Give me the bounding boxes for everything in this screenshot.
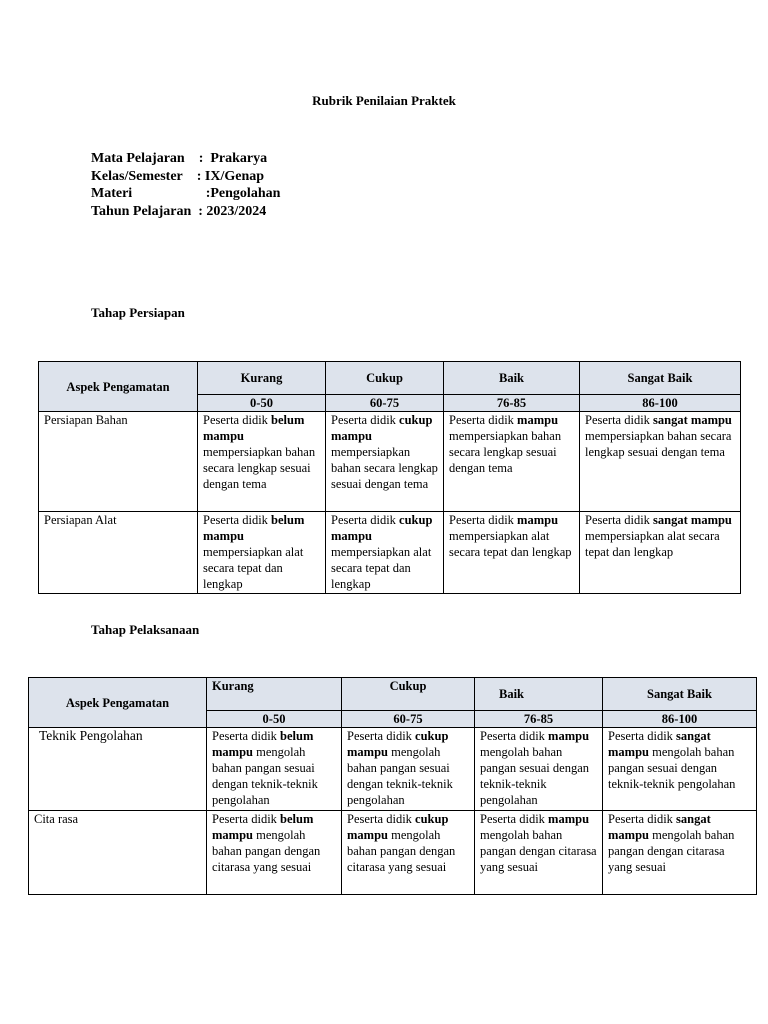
aspect-header: Aspek Pengamatan	[39, 362, 198, 412]
table-header-row	[29, 678, 757, 711]
table-header-row	[39, 362, 741, 395]
info-row-material	[91, 185, 280, 203]
info-row-class	[91, 168, 280, 186]
criteria-cell: Peserta didik cukup mampu mengolah bahan pangan dengan citarasa yang sesuai	[342, 811, 475, 895]
info-separator: :	[184, 151, 211, 166]
rubric-table-preparation	[38, 361, 741, 594]
table-row	[39, 412, 741, 512]
level-header: Cukup	[326, 362, 444, 395]
level-header: Kurang	[207, 678, 342, 711]
info-value: 2023/2024	[206, 203, 267, 219]
info-row-year	[91, 203, 280, 221]
criteria-cell: Peserta didik belum mampu mempersiapkan alat secara tepat dan lengkap	[198, 512, 326, 594]
level-header: Sangat Baik	[603, 678, 757, 711]
aspect-cell: Cita rasa	[29, 811, 207, 895]
info-value: Pengolahan	[210, 186, 281, 201]
info-label: Kelas/Semester	[91, 168, 183, 184]
criteria-cell: Peserta didik cukup mampu mempersiapkan bahan secara lengkap sesuai dengan tema	[326, 412, 444, 512]
criteria-cell: Peserta didik belum mampu mengolah bahan pangan sesuai dengan teknik-teknik pengolahan	[207, 728, 342, 811]
level-header: Sangat Baik	[580, 362, 741, 395]
criteria-cell: Peserta didik sangat mampu mengolah bahan pangan dengan citarasa yang sesuai	[603, 811, 757, 895]
info-row-subject	[91, 150, 280, 168]
criteria-cell: Peserta didik belum mampu mengolah bahan pangan dengan citarasa yang sesuai	[207, 811, 342, 895]
criteria-cell: Peserta didik sangat mampu mempersiapkan bahan secara lengkap sesuai dengan tema	[580, 412, 741, 512]
criteria-cell: Peserta didik cukup mampu mempersiapkan alat secara tepat dan lengkap	[326, 512, 444, 594]
aspect-cell: Teknik Pengolahan	[29, 728, 207, 811]
aspect-cell: Persiapan Alat	[39, 512, 198, 594]
criteria-cell: Peserta didik mampu mempersiapkan alat secara tepat dan lengkap	[444, 512, 580, 594]
score-range: 60-75	[326, 395, 444, 412]
table-row	[39, 512, 741, 594]
info-value: Prakarya	[210, 151, 268, 166]
score-range: 86-100	[580, 395, 741, 412]
section-heading-preparation: Tahap Persiapan	[91, 305, 185, 320]
info-label: Materi	[91, 186, 133, 201]
score-range: 0-50	[198, 395, 326, 412]
document-title: Rubrik Penilaian Praktek	[312, 93, 456, 108]
info-separator: :	[132, 186, 211, 201]
level-header: Kurang	[198, 362, 326, 395]
criteria-cell: Peserta didik cukup mampu mengolah bahan pangan sesuai dengan teknik-teknik pengolahan	[342, 728, 475, 811]
criteria-cell: Peserta didik belum mampu mempersiapkan bahan secara lengkap sesuai dengan tema	[198, 412, 326, 512]
info-separator: :	[182, 168, 205, 184]
rubric-table-execution	[28, 677, 757, 895]
info-label: Mata Pelajaran	[91, 151, 185, 166]
info-value: IX/Genap	[204, 168, 265, 184]
score-range: 0-50	[207, 711, 342, 728]
criteria-cell: Peserta didik mampu mengolah bahan pangan dengan citarasa yang sesuai	[475, 811, 603, 895]
aspect-cell: Persiapan Bahan	[39, 412, 198, 512]
score-range: 76-85	[444, 395, 580, 412]
level-header: Cukup	[342, 678, 475, 711]
criteria-cell: Peserta didik sangat mampu mempersiapkan alat secara tepat dan lengkap	[580, 512, 741, 594]
info-label: Tahun Pelajaran	[91, 203, 192, 219]
aspect-header: Aspek Pengamatan	[29, 678, 207, 728]
table-row	[29, 811, 757, 895]
info-separator: :	[191, 203, 207, 219]
section-heading-execution: Tahap Pelaksanaan	[91, 622, 200, 637]
level-header: Baik	[475, 678, 603, 711]
criteria-cell: Peserta didik mampu mempersiapkan bahan secara lengkap sesuai dengan tema	[444, 412, 580, 512]
level-header: Baik	[444, 362, 580, 395]
criteria-cell: Peserta didik sangat mampu mengolah bahan pangan sesuai dengan teknik-teknik pengolahan	[603, 728, 757, 811]
criteria-cell: Peserta didik mampu mengolah bahan pangan sesuai dengan teknik-teknik pengolahan	[475, 728, 603, 811]
score-range: 76-85	[475, 711, 603, 728]
table-row	[29, 728, 757, 811]
score-range: 60-75	[342, 711, 475, 728]
subject-info	[91, 150, 280, 220]
score-range: 86-100	[603, 711, 757, 728]
